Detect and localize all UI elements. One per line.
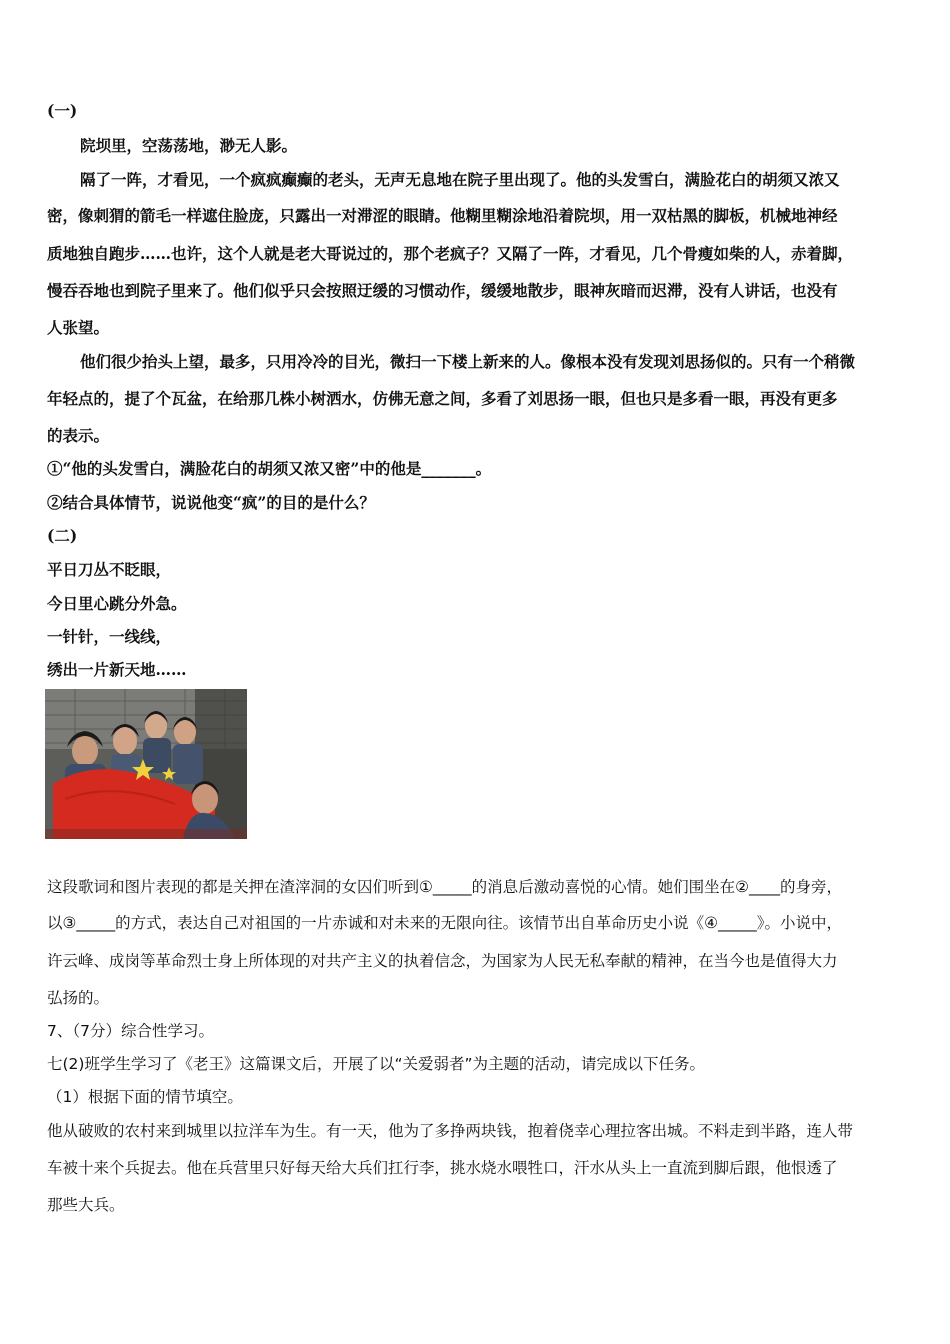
lyric-line: 今日里心跳分外急。 (47, 594, 187, 613)
paragraph-line: 质地独自跑步……也许，这个人就是老大哥说过的，那个老疯子？又隔了一阵，才看见，几个骨瘦如柴的人，赤着脚， (47, 244, 854, 263)
paragraph-line: 弘扬的。 (47, 989, 110, 1007)
section-heading-2: (二) (47, 526, 78, 545)
paragraph-line: 慢吞吞地也到院子里来了。他们似乎只会按照迂缓的习惯动作，缓缓地散步，眼神灰暗而迟滞，没有人讲话，也没有 (47, 281, 838, 300)
paragraph-line: 的表示。 (47, 426, 110, 445)
paragraph-line: 许云峰、成岗等革命烈士身上所体现的对共产主义的执着信念，为国家为人民无私奉献的精神，在当今也是值得大力 (47, 952, 838, 970)
paragraph-line: 密，像刺猬的箭毛一样遮住脸庞，只露出一对滞涩的眼睛。他糊里糊涂地沿着院坝，用一双枯黑的脚板，机械地神经 (47, 206, 838, 225)
photo-illustration (45, 689, 247, 839)
question-2: ②结合具体情节，说说他变“疯”的目的是什么？ (47, 493, 375, 512)
lyric-line: 绣出一片新天地…… (47, 660, 187, 679)
question-1: ①“他的头发雪白，满脸花白的胡须又浓又密”中的他是_______。 (47, 459, 492, 478)
story-line: 那些大兵。 (47, 1196, 125, 1214)
embroidering-flag-photo (45, 689, 247, 839)
paragraph-line: 年轻点的，提了个瓦盆，在给那几株小树洒水，仿佛无意之间，多看了刘思扬一眼，但也只是多看一眼，再没有更多 (47, 389, 838, 408)
section-heading-1: (一) (47, 101, 78, 120)
paragraph-line: 人张望。 (47, 318, 110, 337)
paragraph-line: 他们很少抬头上望，最多，只用冷冷的目光，微扫一下楼上新来的人。像根本没有发现刘思扬似的。只有一个稍微 (80, 352, 856, 371)
lyric-line: 一针针，一线线， (47, 627, 172, 646)
story-line: 车被十来个兵捉去。他在兵营里只好每天给大兵们扛行李，挑水烧水喂牲口，汗水从头上一直流到脚后跟，他恨透了 (47, 1159, 838, 1177)
question-7-intro: 七(2)班学生学习了《老王》这篇课文后，开展了以“关爱弱者”为主题的活动，请完成以下任务。 (47, 1055, 706, 1073)
story-line: 他从破败的农村来到城里以拉洋车为生。有一天，他为了多挣两块钱，抱着侥幸心理拉客出城。不料走到半路，连人带 (47, 1122, 854, 1140)
question-7-sub1: （1）根据下面的情节填空。 (47, 1088, 243, 1106)
paragraph-line: 以③_____的方式，表达自己对祖国的一片赤诚和对未来的无限向往。该情节出自革命历史小说《④_____》。小说中， (47, 914, 843, 932)
paragraph-line: 这段歌词和图片表现的都是关押在渣滓洞的女囚们听到①_____的消息后激动喜悦的心情。她们围坐在②____的身旁， (47, 878, 843, 896)
paragraph-line: 隔了一阵，才看见，一个疯疯癫癫的老头，无声无息地在院子里出现了。他的头发雪白，满脸花白的胡须又浓又 (80, 170, 840, 189)
question-7-title: 7、（7分）综合性学习。 (47, 1022, 214, 1040)
lyric-line: 平日刀丛不眨眼， (47, 560, 172, 579)
paragraph-line: 院坝里，空荡荡地，渺无人影。 (80, 136, 298, 155)
